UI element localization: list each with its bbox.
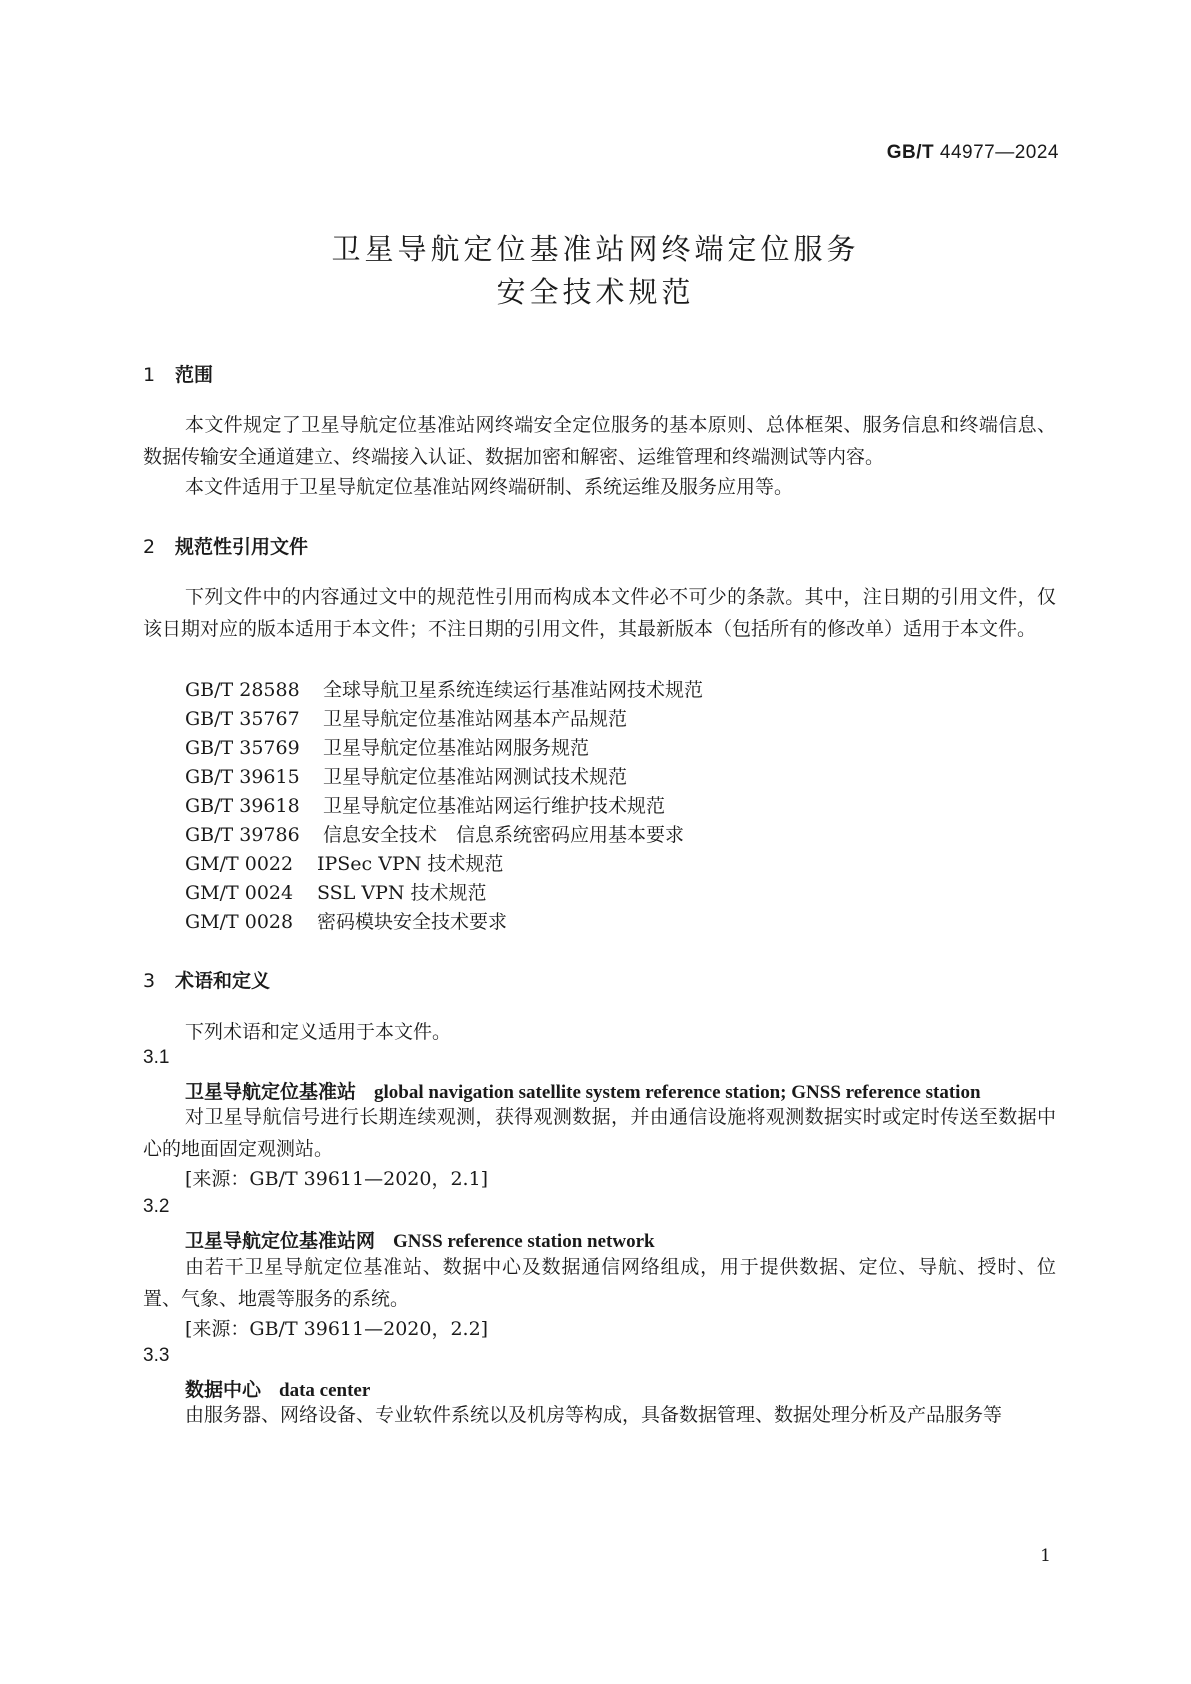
section-2-heading <box>143 532 308 559</box>
term-chinese: 卫星导航定位基准站 <box>185 1081 357 1103</box>
term-english: GNSS reference station network <box>393 1231 655 1252</box>
reference-title: 密码模块安全技术要求 <box>317 911 508 933</box>
term-english: data center <box>279 1380 371 1401</box>
reference-code: GM/T 0022 <box>185 853 294 875</box>
section-3-title: 术语和定义 <box>175 970 271 992</box>
reference-title: SSL VPN 技术规范 <box>317 882 487 904</box>
term-source: [来源：GB/T 39611—2020，2.2] <box>185 1318 489 1340</box>
standard-number <box>887 142 1059 164</box>
term-number: 3.2 <box>143 1196 170 1217</box>
reference-item <box>185 878 487 905</box>
reference-item <box>185 820 684 847</box>
standard-code: 44977—2024 <box>939 142 1059 163</box>
reference-item <box>185 704 627 731</box>
section-3-number: 3 <box>143 970 156 992</box>
reference-item <box>185 849 503 876</box>
reference-code: GB/T 39618 <box>185 795 300 817</box>
section-3-intro: 下列术语和定义适用于本文件。 <box>185 1021 452 1043</box>
term-definition: 由服务器、网络设备、专业软件系统以及机房等构成，具备数据管理、数据处理分析及产品服务等 <box>185 1404 1003 1426</box>
section-1-paragraph-1: 本文件规定了卫星导航定位基准站网终端安全定位服务的基本原则、总体框架、服务信息和终端信息、数据传输安全通道建立、终端接入认证、数据加密和解密、运维管理和终端测试等内容。 <box>143 414 1056 468</box>
term-number: 3.3 <box>143 1345 170 1366</box>
section-2-intro: 下列文件中的内容通过文中的规范性引用而构成本文件必不可少的条款。其中，注日期的引用文件，仅该日期对应的版本适用于本文件；不注日期的引用文件，其最新版本（包括所有的修改单）适用于本文件。 <box>143 586 1056 640</box>
reference-item <box>185 762 627 789</box>
reference-title: 全球导航卫星系统连续运行基准站网技术规范 <box>323 679 704 701</box>
term-definition: 对卫星导航信号进行长期连续观测，获得观测数据，并由通信设施将观测数据实时或定时传送至数据中心的地面固定观测站。 <box>143 1106 1056 1160</box>
section-2-number: 2 <box>143 536 156 558</box>
term-heading <box>185 1375 370 1402</box>
reference-title: 卫星导航定位基准站网运行维护技术规范 <box>323 795 666 817</box>
reference-code: GB/T 28588 <box>185 679 300 701</box>
reference-code: GB/T 39615 <box>185 766 300 788</box>
reference-title: 卫星导航定位基准站网测试技术规范 <box>323 766 628 788</box>
document-title-line2: 安全技术规范 <box>496 275 695 309</box>
section-1-heading <box>143 360 213 387</box>
reference-code: GB/T 39786 <box>185 824 300 846</box>
standard-prefix: GB/T <box>886 142 935 163</box>
reference-item <box>185 675 703 702</box>
section-1-paragraph-2: 本文件适用于卫星导航定位基准站网终端研制、系统运维及服务应用等。 <box>185 476 794 498</box>
reference-title: IPSec VPN 技术规范 <box>317 853 504 875</box>
reference-title: 卫星导航定位基准站网基本产品规范 <box>323 708 628 730</box>
page-number: 1 <box>1040 1546 1051 1566</box>
reference-item <box>185 791 665 818</box>
reference-code: GB/T 35769 <box>185 737 300 759</box>
reference-item <box>185 733 589 760</box>
term-chinese: 数据中心 <box>185 1379 262 1401</box>
section-1-number: 1 <box>143 364 156 386</box>
term-heading <box>185 1077 981 1104</box>
document-title-line1: 卫星导航定位基准站网终端定位服务 <box>331 232 860 266</box>
section-1-title: 范围 <box>175 364 214 386</box>
term-chinese: 卫星导航定位基准站网 <box>185 1230 376 1252</box>
reference-code: GB/T 35767 <box>185 708 300 730</box>
term-definition: 由若干卫星导航定位基准站、数据中心及数据通信网络组成，用于提供数据、定位、导航、授时、位置、气象、地震等服务的系统。 <box>143 1256 1056 1310</box>
term-heading <box>185 1226 655 1253</box>
section-3-heading <box>143 966 270 993</box>
section-2-title: 规范性引用文件 <box>175 536 309 558</box>
term-english: global navigation satellite system reference station; GNSS reference station <box>374 1082 981 1103</box>
term-source: [来源：GB/T 39611—2020，2.1] <box>185 1168 489 1190</box>
reference-code: GM/T 0024 <box>185 882 294 904</box>
term-number: 3.1 <box>143 1047 170 1068</box>
reference-code: GM/T 0028 <box>185 911 294 933</box>
reference-item <box>185 907 507 934</box>
reference-title: 信息安全技术 信息系统密码应用基本要求 <box>323 824 685 846</box>
reference-title: 卫星导航定位基准站网服务规范 <box>323 737 590 759</box>
